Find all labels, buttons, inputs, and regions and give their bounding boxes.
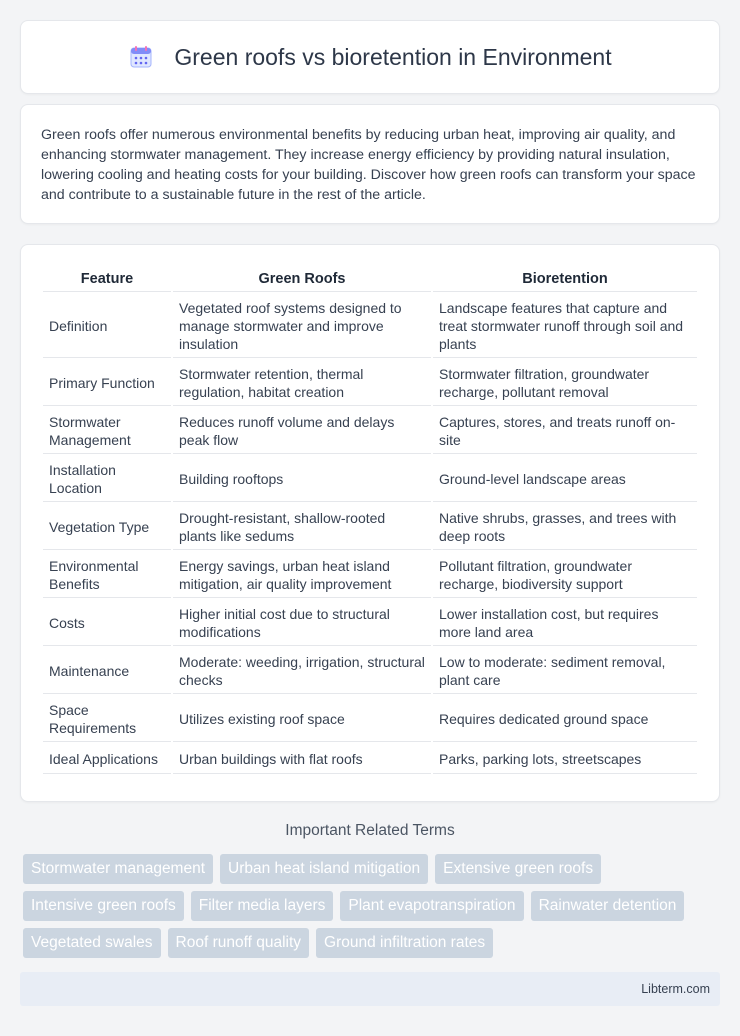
bioretention-cell: Captures, stores, and treats runoff on-site	[433, 408, 697, 454]
table-row	[43, 408, 697, 454]
green-roofs-cell: Stormwater retention, thermal regulation, habitat creation	[173, 360, 431, 406]
table-row	[43, 552, 697, 598]
tag-roof-runoff-quality[interactable]: Roof runoff quality	[168, 928, 310, 958]
bioretention-cell: Pollutant filtration, groundwater recharge, biodiversity support	[433, 552, 697, 598]
green-roofs-cell: Reduces runoff volume and delays peak flow	[173, 408, 431, 454]
feature-cell: Stormwater Management	[43, 408, 171, 454]
green-roofs-cell: Vegetated roof systems designed to manage stormwater and improve insulation	[173, 294, 431, 358]
tag-intensive-green-roofs[interactable]: Intensive green roofs	[23, 891, 184, 921]
green-roofs-cell: Utilizes existing roof space	[173, 696, 431, 742]
calendar-icon	[128, 44, 154, 70]
tag-stormwater-management[interactable]: Stormwater management	[23, 854, 213, 884]
intro-card	[20, 104, 720, 224]
table-row	[43, 648, 697, 694]
tag-extensive-green-roofs[interactable]: Extensive green roofs	[435, 854, 601, 884]
footer	[20, 972, 720, 1006]
feature-cell: Environmental Benefits	[43, 552, 171, 598]
tag-plant-evapotranspiration[interactable]: Plant evapotranspiration	[340, 891, 523, 921]
tag-ground-infiltration-rates[interactable]: Ground infiltration rates	[316, 928, 493, 958]
bioretention-cell: Stormwater filtration, groundwater recharge, pollutant removal	[433, 360, 697, 406]
related-terms-section	[20, 822, 720, 958]
tag-vegetated-swales[interactable]: Vegetated swales	[23, 928, 161, 958]
feature-cell: Installation Location	[43, 456, 171, 502]
table-row	[43, 504, 697, 550]
table-row	[43, 696, 697, 742]
green-roofs-cell: Higher initial cost due to structural modifications	[173, 600, 431, 646]
table-row	[43, 360, 697, 406]
bioretention-cell: Low to moderate: sediment removal, plant care	[433, 648, 697, 694]
green-roofs-cell: Moderate: weeding, irrigation, structural checks	[173, 648, 431, 694]
bioretention-cell: Native shrubs, grasses, and trees with deep roots	[433, 504, 697, 550]
footer-site-link[interactable]: Libterm.com	[641, 982, 710, 996]
green-roofs-cell: Building rooftops	[173, 456, 431, 502]
table-row	[43, 600, 697, 646]
feature-cell: Space Requirements	[43, 696, 171, 742]
header-card	[20, 20, 720, 94]
green-roofs-cell: Urban buildings with flat roofs	[173, 744, 431, 774]
bioretention-cell: Parks, parking lots, streetscapes	[433, 744, 697, 774]
bioretention-cell: Lower installation cost, but requires more land area	[433, 600, 697, 646]
green-roofs-cell: Drought-resistant, shallow-rooted plants like sedums	[173, 504, 431, 550]
feature-cell: Definition	[43, 294, 171, 358]
comparison-card	[20, 244, 720, 802]
comparison-table	[41, 265, 699, 776]
feature-cell: Primary Function	[43, 360, 171, 406]
table-header-row	[43, 267, 697, 292]
green-roofs-cell: Energy savings, urban heat island mitigation, air quality improvement	[173, 552, 431, 598]
tag-urban-heat-island-mitigation[interactable]: Urban heat island mitigation	[220, 854, 428, 884]
column-header: Feature	[43, 267, 171, 292]
related-terms-title: Important Related Terms	[285, 822, 455, 839]
related-tags	[20, 854, 720, 958]
page-title: Green roofs vs bioretention in Environment	[174, 43, 612, 70]
feature-cell: Ideal Applications	[43, 744, 171, 774]
bioretention-cell: Requires dedicated ground space	[433, 696, 697, 742]
column-header: Bioretention	[433, 267, 697, 292]
tag-filter-media-layers[interactable]: Filter media layers	[191, 891, 334, 921]
feature-cell: Maintenance	[43, 648, 171, 694]
tag-rainwater-detention[interactable]: Rainwater detention	[531, 891, 685, 921]
bioretention-cell: Ground-level landscape areas	[433, 456, 697, 502]
intro-text: Green roofs offer numerous environmental benefits by reducing urban heat, improving air quality, and enhancing stormwater management. They increase energy efficiency by providing natural insulation, lowering cooling and heating costs for your building. Discover how green roofs can transform your space and contribute to a sustainable future in the rest of the article.	[41, 127, 696, 203]
feature-cell: Costs	[43, 600, 171, 646]
table-row	[43, 294, 697, 358]
table-row	[43, 456, 697, 502]
column-header: Green Roofs	[173, 267, 431, 292]
bioretention-cell: Landscape features that capture and treat stormwater runoff through soil and plants	[433, 294, 697, 358]
feature-cell: Vegetation Type	[43, 504, 171, 550]
table-row	[43, 744, 697, 774]
